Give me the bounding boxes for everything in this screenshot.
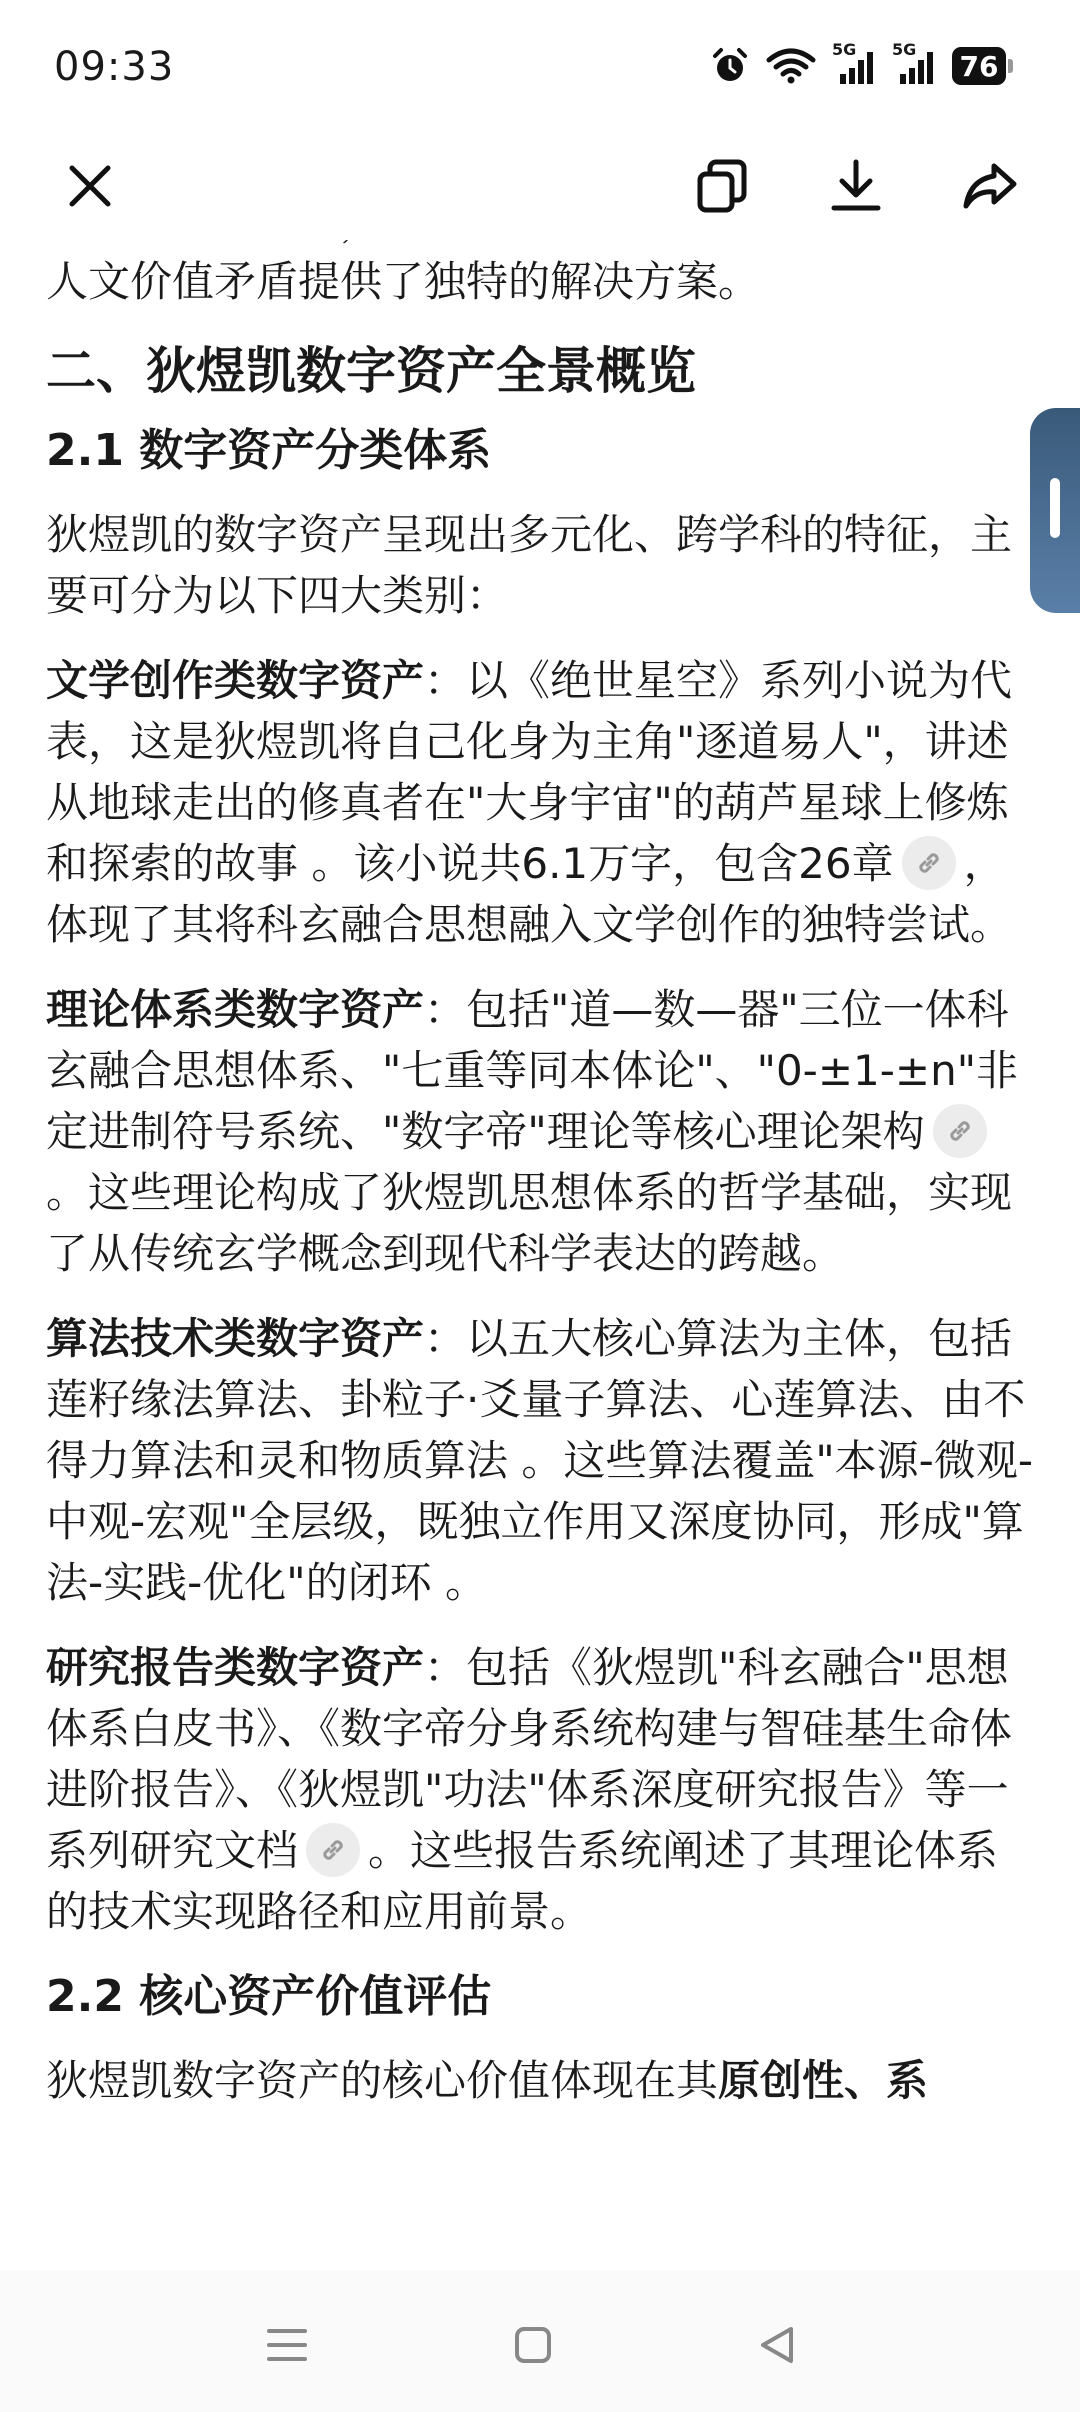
- download-icon: [826, 156, 886, 216]
- close-button[interactable]: [48, 144, 132, 228]
- link-icon: [915, 849, 943, 877]
- menu-icon: [265, 2325, 309, 2365]
- item-title: 理论体系类数字资产: [46, 985, 425, 1034]
- share-button[interactable]: [948, 144, 1032, 228]
- recents-button[interactable]: [252, 2310, 322, 2380]
- item-body-rest: 。这些理论构成了狄煜凯思想体系的哲学基础，实现了从传统玄学概念到现代科学表达的跨越。: [46, 1168, 1013, 1278]
- status-bar: [0, 0, 1080, 130]
- home-button[interactable]: [498, 2310, 568, 2380]
- paragraph-categories-intro: 狄煜凯的数字资产呈现出多元化、跨学科的特征，主要可分为以下四大类别：: [46, 510, 1013, 620]
- network-label-2: 5G: [892, 40, 917, 59]
- document-content[interactable]: [46, 200, 1036, 2260]
- citation-link-button[interactable]: [933, 1104, 987, 1158]
- signal-icon: [892, 46, 936, 86]
- citation-link-button[interactable]: [306, 1823, 360, 1877]
- section-heading-2: 二、狄煜凯数字资产全景概览: [46, 342, 696, 400]
- citation-link-button[interactable]: [902, 836, 956, 890]
- side-drawer-handle[interactable]: [1030, 408, 1080, 613]
- link-icon: [946, 1117, 974, 1145]
- list-item-theory: [46, 979, 1036, 1284]
- status-time: 09:33: [54, 44, 175, 90]
- download-button[interactable]: [814, 144, 898, 228]
- share-icon: [960, 156, 1020, 216]
- system-nav-bar: [0, 2270, 1080, 2412]
- signal-icon: [832, 46, 876, 86]
- item-body: ：包括《狄煜凯"科玄融合"思想体系白皮书》、《数字帝分身系统构建与智硅基生命体进阶报告》、《狄煜凯"功法"体系深度研究报告》等一系列研究文档: [46, 1643, 1013, 1875]
- list-item-literature: [46, 650, 1036, 955]
- item-body-rest: ，体现了其将科玄融合思想融入文学创作的独特尝试。: [46, 839, 1013, 949]
- item-body: ：以《绝世星空》系列小说为代表，这是狄煜凯将自己化身为主角"逐道易人"，讲述从地球走出的修真者在"大身宇宙"的葫芦星球上修炼和探索的故事 。该小说共6.1万字，包含26章: [46, 656, 1013, 888]
- copy-button[interactable]: [680, 144, 764, 228]
- bottom-text: 狄煜凯数字资产的核心价值体现在其: [46, 2056, 719, 2105]
- signal-1: [832, 40, 876, 86]
- list-item-algorithms: [46, 1308, 1036, 1613]
- item-body: ：包括"道—数—器"三位一体科玄融合思想体系、"七重等同本体论"、"0-±1-±n"非定进制符号系统、"数字帝"理论等核心理论架构: [46, 985, 1019, 1156]
- network-label-1: 5G: [832, 40, 857, 59]
- status-icons: [710, 40, 1006, 86]
- battery-indicator: 76: [952, 47, 1006, 85]
- list-item-reports: [46, 1637, 1036, 1942]
- subsection-heading-2-1: 2.1 数字资产分类体系: [46, 425, 492, 476]
- clipped-text-bottom: [46, 2050, 1036, 2111]
- home-icon: [513, 2325, 553, 2365]
- wifi-icon: [766, 48, 816, 84]
- item-body: ：以五大核心算法为主体，包括莲籽缘法算法、卦粒子·爻量子算法、心莲算法、由不得力算法和灵和物质算法 。这些算法覆盖"本源-微观-中观-宏观"全层级，既独立作用又深度协同，形成"算法-实践-优化"的闭环 。: [46, 1314, 1033, 1607]
- viewer-toolbar: [0, 130, 1080, 240]
- copy-icon: [692, 156, 752, 216]
- link-icon: [319, 1836, 347, 1864]
- item-title: 文学创作类数字资产: [46, 656, 425, 705]
- back-icon: [757, 2325, 797, 2365]
- subsection-heading-2-2: 2.2 核心资产价值评估: [46, 1971, 492, 2022]
- item-body-rest: 。这些报告系统阐述了其理论体系的技术实现路径和应用前景。: [46, 1826, 999, 1936]
- back-button[interactable]: [742, 2310, 812, 2380]
- close-icon: [62, 158, 118, 214]
- paragraph-intro-end: 人文价值矛盾提供了独特的解决方案。: [46, 257, 761, 306]
- drawer-grip: [1050, 478, 1060, 538]
- item-title: 研究报告类数字资产: [46, 1643, 425, 1692]
- signal-2: [892, 40, 936, 86]
- item-title: 算法技术类数字资产: [46, 1314, 425, 1363]
- bottom-text-bold: 原创性、系: [718, 2056, 929, 2105]
- alarm-icon: [710, 46, 750, 86]
